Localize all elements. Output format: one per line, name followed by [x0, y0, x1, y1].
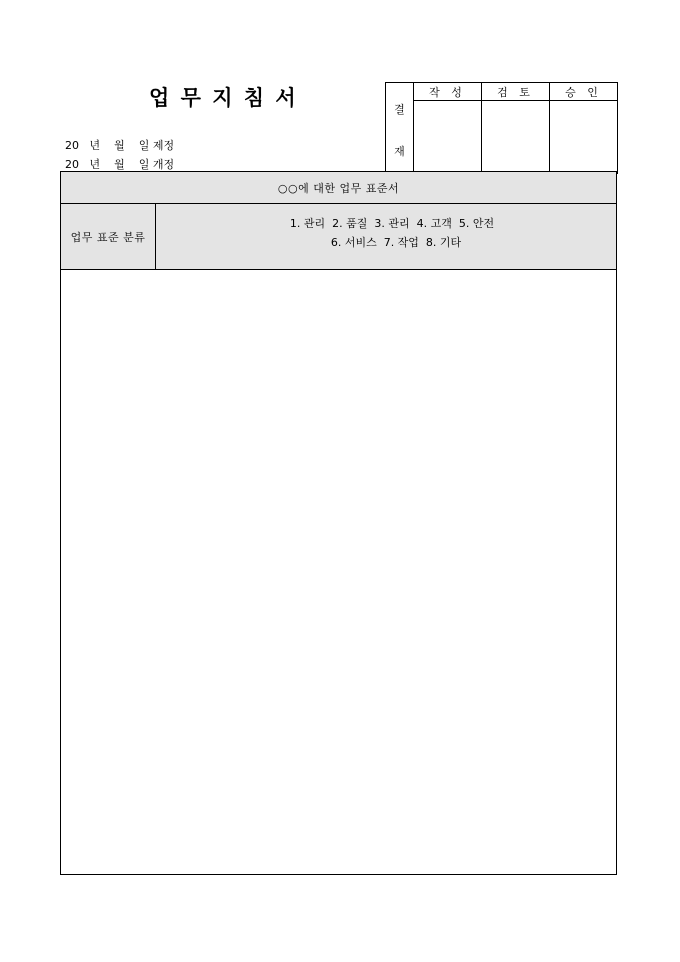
classification-line-1: 1. 관리 2. 품질 3. 관리 4. 고객 5. 안전: [289, 216, 495, 230]
classification-line-2: 6. 서비스 7. 작업 8. 기타: [330, 235, 462, 249]
classification-label: 업무 표준 분류: [61, 204, 156, 269]
approval-side-bottom: 재: [394, 145, 405, 158]
subject-bar: [61, 172, 616, 204]
date-revised: 20 년 월 일 개정: [65, 158, 175, 171]
document-title: 업 무 지 침 서: [149, 85, 296, 110]
content-body-area[interactable]: [61, 270, 616, 874]
classification-options: [156, 204, 616, 269]
approval-head-author: 작 성: [414, 83, 482, 101]
classification-row: [61, 204, 616, 270]
approval-head-review: 검 토: [482, 83, 550, 101]
approval-sign-review[interactable]: [482, 101, 550, 174]
approval-sign-author[interactable]: [414, 101, 482, 174]
document-form: [60, 171, 617, 875]
approval-side-label: [386, 83, 414, 174]
approval-side-top: 결: [394, 103, 405, 116]
date-enacted: 20 년 월 일 제정: [65, 139, 175, 152]
approval-table: [385, 82, 618, 174]
approval-head-approve: 승 인: [550, 83, 618, 101]
approval-sign-approve[interactable]: [550, 101, 618, 174]
subject-text: ○○에 대한 업무 표준서: [277, 181, 400, 195]
